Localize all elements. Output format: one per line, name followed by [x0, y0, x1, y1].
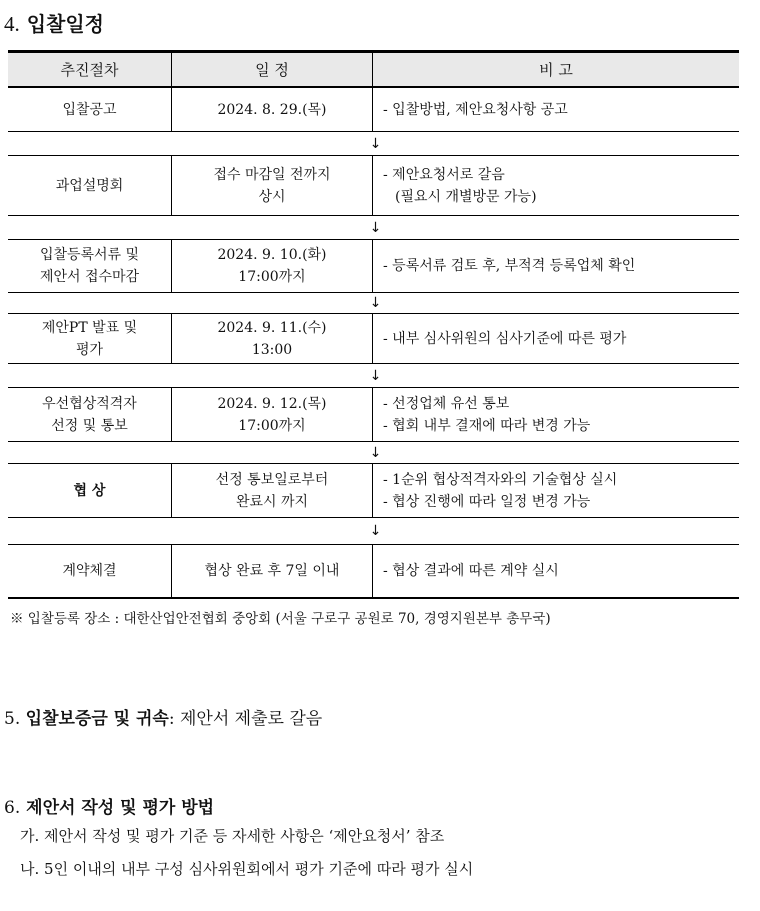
remark-text: - 1순위 협상적격자와의 기술협상 실시 [383, 471, 618, 488]
flow-arrow-row [8, 442, 739, 464]
step-text: 제안서 접수마감 [39, 269, 140, 285]
remarks-cell [373, 545, 739, 597]
down-arrow-icon: ↓ [369, 523, 382, 539]
down-arrow-icon: ↓ [369, 295, 382, 311]
schedule-cell [172, 156, 373, 215]
table-row [8, 388, 739, 442]
flow-arrow-row [8, 293, 739, 314]
table-row [8, 314, 739, 364]
remark-text: - 협회 내부 결재에 따라 변경 가능 [383, 417, 591, 434]
step-cell [8, 388, 172, 441]
remark-text: - 등록서류 검토 후, 부적격 등록업체 확인 [383, 258, 636, 274]
remark-text: - 내부 심사위원의 심사기준에 따른 평가 [383, 330, 627, 347]
flow-arrow-row [8, 364, 739, 388]
section-5-heading [4, 704, 322, 729]
section-6-item: 가. 제안서 작성 및 평가 기준 등 자세한 사항은 ‘제안요청서’ 참조 [20, 827, 445, 845]
step-text: 과업설명회 [55, 177, 124, 194]
down-arrow-icon: ↓ [369, 219, 382, 236]
down-arrow-icon: ↓ [369, 367, 382, 384]
remarks-cell [373, 156, 739, 215]
registration-location-note: ※ 입찰등록 장소 : 대한산업안전협회 중앙회 (서울 구로구 공원로 70, 경영지원본부 총무국) [10, 611, 551, 627]
schedule-cell [172, 240, 373, 292]
schedule-text: 17:00까지 [238, 417, 306, 434]
table-row [8, 240, 739, 293]
table-row [8, 88, 739, 132]
section-text: : 제안서 제출로 갈음 [168, 709, 323, 729]
step-text: 입찰공고 [62, 101, 117, 118]
remarks-cell [373, 388, 739, 441]
step-text: 제안PT 발표 및 [41, 319, 138, 336]
table-row [8, 464, 739, 518]
remark-text: - 제안요청서로 갈음 [383, 166, 505, 183]
table-bottom-rule [8, 597, 739, 599]
schedule-text: 2024. 9. 11.(수) [217, 319, 327, 336]
remarks-cell [373, 464, 739, 517]
step-text: 입찰등록서류 및 [39, 247, 140, 263]
schedule-text: 완료시 까지 [235, 493, 309, 510]
table-row [8, 545, 739, 597]
schedule-text: 선정 통보일로부터 [215, 471, 329, 488]
schedule-text: 접수 마감일 전까지 [213, 166, 331, 183]
section-number: 5. [4, 709, 21, 729]
schedule-text: 2024. 8. 29.(목) [217, 101, 327, 118]
step-cell [8, 240, 172, 292]
schedule-text: 협상 완료 후 7일 이내 [204, 563, 340, 579]
step-text: 협 상 [73, 482, 106, 499]
section-title: 입찰일정 [26, 12, 104, 36]
schedule-text: 13:00 [251, 341, 293, 358]
flow-arrow-row [8, 216, 739, 240]
remark-text: - 선정업체 유선 통보 [383, 395, 510, 412]
step-cell [8, 156, 172, 215]
section-title: 제안서 작성 및 평가 방법 [26, 798, 215, 818]
section-4-heading [4, 8, 104, 37]
section-6-item: 나. 5인 이내의 내부 구성 심사위원회에서 평가 기준에 따라 평가 실시 [20, 860, 474, 878]
header-remarks: 비 고 [539, 60, 573, 79]
schedule-text: 2024. 9. 10.(화) [217, 247, 327, 263]
schedule-text: 17:00까지 [238, 269, 306, 285]
remarks-cell [373, 314, 739, 363]
schedule-text: 상시 [258, 188, 286, 205]
step-text: 선정 및 통보 [51, 417, 128, 434]
step-cell [8, 545, 172, 597]
flow-arrow-row [8, 518, 739, 545]
step-cell [8, 88, 172, 131]
section-title: 입찰보증금 및 귀속 [25, 709, 169, 729]
down-arrow-icon: ↓ [369, 135, 382, 152]
table-row [8, 156, 739, 216]
section-6-heading [4, 793, 214, 818]
remark-text: (필요시 개별방문 가능) [395, 188, 537, 205]
remarks-cell [373, 88, 739, 131]
remark-text: - 협상 결과에 따른 계약 실시 [383, 563, 559, 579]
schedule-cell [172, 464, 373, 517]
section-number: 4. [4, 12, 20, 36]
step-text: 우선협상적격자 [42, 395, 137, 412]
section-number: 6. [4, 798, 21, 818]
bid-schedule-table [8, 50, 739, 599]
header-step: 추진절차 [8, 53, 172, 86]
remark-text: - 입찰방법, 제안요청사항 공고 [383, 101, 568, 118]
schedule-text: 2024. 9. 12.(목) [217, 395, 327, 412]
schedule-cell [172, 388, 373, 441]
schedule-cell [172, 88, 373, 131]
header-schedule: 일 정 [172, 53, 373, 86]
schedule-cell [172, 314, 373, 363]
flow-arrow-row [8, 132, 739, 156]
schedule-cell [172, 545, 373, 597]
step-text: 계약체결 [62, 563, 117, 579]
remark-text: - 협상 진행에 따라 일정 변경 가능 [383, 493, 591, 510]
remarks-cell [373, 240, 739, 292]
table-header-row [8, 52, 739, 87]
step-cell [8, 464, 172, 517]
step-cell [8, 314, 172, 363]
down-arrow-icon: ↓ [369, 444, 382, 461]
step-text: 평가 [75, 341, 104, 358]
